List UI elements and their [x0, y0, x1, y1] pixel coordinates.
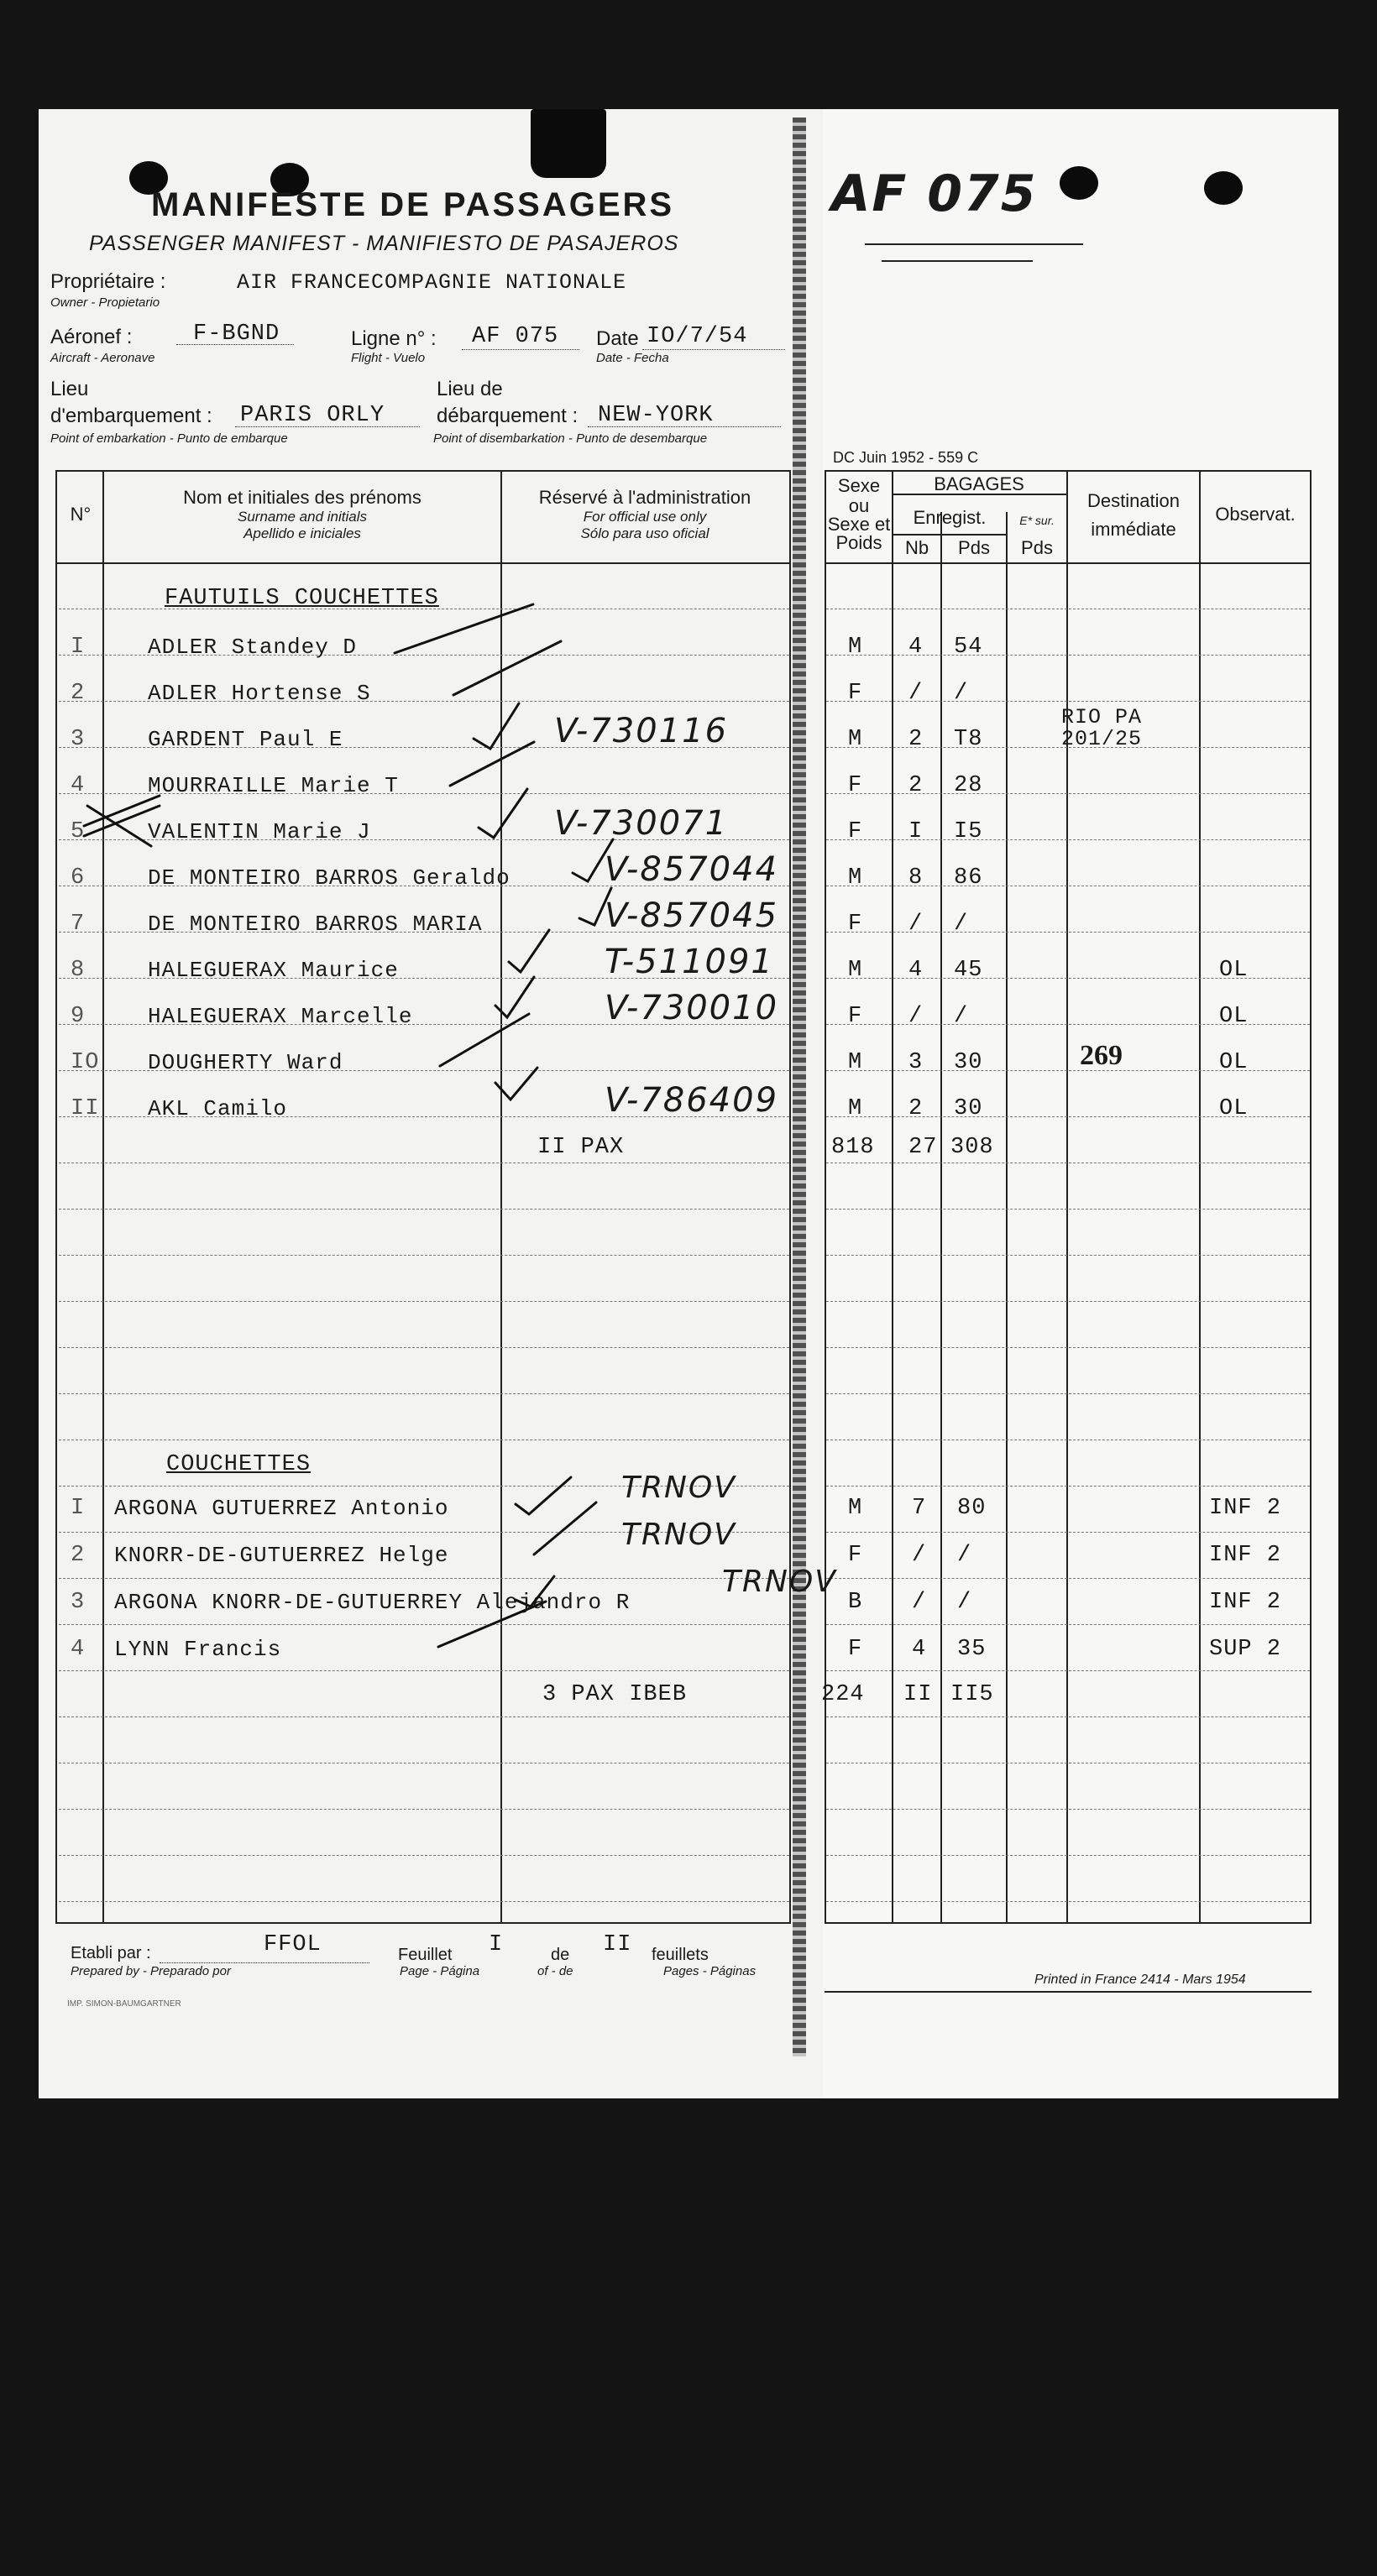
row-number: IO	[71, 1050, 100, 1075]
prepared-label: Etabli par :	[71, 1944, 151, 1962]
remark-value: INF 2	[1209, 1543, 1282, 1568]
baggage-weight: 30	[954, 1096, 983, 1121]
remark-value: OL	[1219, 1050, 1249, 1075]
baggage-weight: I5	[954, 819, 983, 844]
aircraft-sub: Aircraft - Aeronave	[50, 351, 155, 365]
handwritten-flight-ref: AF 075	[831, 165, 1038, 223]
col-excess: E* sur.	[1019, 514, 1055, 527]
admin-visa-number: T-511091	[605, 943, 774, 981]
row-rule	[826, 839, 1310, 840]
col-weight: Poids	[835, 532, 882, 553]
col-admin-en: For official use only	[583, 509, 707, 525]
passenger-name: HALEGUERAX Marcelle	[148, 1004, 413, 1029]
row-rule	[59, 1578, 789, 1579]
baggage-weight: 45	[954, 958, 983, 983]
baggage-count: /	[908, 1004, 924, 1029]
baggage-weight: 35	[957, 1637, 987, 1662]
section1-total-pds: 308	[950, 1135, 994, 1160]
col-excess-pds: Pds	[1021, 537, 1053, 558]
row-number: 5	[71, 819, 86, 844]
row-rule	[826, 1347, 1310, 1348]
row-rule	[826, 1624, 1310, 1625]
disembark-value: NEW-YORK	[598, 403, 714, 428]
baggage-count: /	[908, 912, 924, 937]
admin-visa-number: V-857044	[605, 850, 779, 889]
passenger-name: DOUGHERTY Ward	[148, 1050, 343, 1075]
passenger-name: GARDENT Paul E	[148, 727, 343, 752]
passenger-sex: F	[848, 819, 863, 844]
row-number: 8	[71, 958, 86, 983]
col-admin-es: Sólo para uso oficial	[580, 525, 709, 541]
col-name-es: Apellido e iniciales	[243, 525, 361, 541]
col-nb: Nb	[904, 537, 929, 558]
row-rule	[826, 1809, 1310, 1810]
passenger-sex: M	[848, 635, 863, 660]
flight-label: Ligne n° :	[351, 327, 437, 350]
row-rule	[826, 1716, 1310, 1717]
passenger-sex: F	[848, 773, 863, 798]
row-rule	[826, 655, 1310, 656]
baggage-weight: /	[954, 912, 969, 937]
form-title: MANIFESTE DE PASSAGERS	[151, 186, 675, 223]
section2-total-label: 3 PAX IBEB	[542, 1682, 688, 1707]
section2-total-pds: II5	[950, 1682, 994, 1707]
baggage-count: 2	[908, 727, 924, 752]
remark-value: OL	[1219, 958, 1249, 983]
baggage-weight: 28	[954, 773, 983, 798]
row-rule	[59, 1670, 789, 1671]
sheet-label: Feuillet	[398, 1946, 453, 1964]
row-number: 9	[71, 1004, 86, 1029]
fold-spine	[793, 118, 806, 2056]
binding-tab	[531, 109, 606, 178]
row-rule	[826, 1670, 1310, 1671]
row-rule	[826, 1532, 1310, 1533]
admin-note: TRNOV	[621, 1518, 736, 1552]
col-destination: Destination immédiate	[1086, 490, 1181, 540]
passenger-sex: F	[848, 1637, 863, 1662]
embark-label: Lieu	[50, 378, 89, 400]
date-value: IO/7/54	[647, 324, 748, 349]
punch-hole	[1204, 171, 1243, 205]
row-number: 2	[71, 681, 86, 706]
disembark-label-2: débarquement :	[437, 405, 579, 427]
row-number: 4	[71, 773, 86, 798]
passenger-name: DE MONTEIRO BARROS MARIA	[148, 912, 483, 937]
destination-stamp: 269	[1080, 1040, 1123, 1071]
section1-total-label: II PAX	[537, 1135, 625, 1160]
passenger-name: MOURRAILLE Marie T	[148, 773, 399, 798]
row-number: II	[71, 1096, 100, 1121]
col-admin: Réservé à l'administration	[538, 487, 751, 508]
baggage-count: /	[908, 681, 924, 706]
baggage-weight: /	[954, 681, 969, 706]
pages-label: feuillets	[652, 1946, 709, 1964]
section1-total-nb: 27	[908, 1135, 938, 1160]
section2-total-nb: II	[903, 1682, 933, 1707]
baggage-count: 2	[908, 773, 924, 798]
row-rule	[826, 1855, 1310, 1856]
row-number: 7	[71, 912, 86, 937]
baggage-weight: /	[957, 1590, 972, 1615]
baggage-count: I	[908, 819, 924, 844]
admin-visa-number: V-786409	[605, 1081, 779, 1120]
aircraft-value: F-BGND	[193, 321, 280, 347]
baggage-weight: 86	[954, 865, 983, 891]
row-rule	[59, 1301, 789, 1302]
remark-value: OL	[1219, 1096, 1249, 1121]
baggage-count: 4	[908, 958, 924, 983]
row-rule	[826, 1578, 1310, 1579]
disembark-sub: Point of disembarkation - Punto de desembarque	[433, 431, 708, 446]
flight-sub: Flight - Vuelo	[351, 351, 426, 365]
baggage-count: 7	[912, 1496, 927, 1521]
of-sub: of - de	[537, 1964, 573, 1978]
baggage-weight: 30	[954, 1050, 983, 1075]
prepared-sub: Prepared by - Preparado por	[71, 1964, 231, 1978]
baggage-count: 4	[908, 635, 924, 660]
passenger-sex: M	[848, 865, 863, 891]
row-rule	[826, 701, 1310, 702]
passenger-sex: M	[848, 958, 863, 983]
row-rule	[59, 1209, 789, 1210]
date-label: Date	[596, 327, 639, 350]
sheet-value: I	[489, 1932, 504, 1957]
prepared-value: FFOL	[264, 1932, 322, 1957]
admin-visa-number: V-730116	[554, 712, 729, 750]
remark-value: SUP 2	[1209, 1637, 1282, 1662]
row-number: 2	[71, 1543, 86, 1568]
baggage-weight: /	[954, 1004, 969, 1029]
row-number: 6	[71, 865, 86, 891]
baggage-count: 2	[908, 1096, 924, 1121]
page-sub: Page - Página	[400, 1964, 480, 1978]
section1-total-weight: 818	[831, 1135, 875, 1160]
section-title-fauteuils: FAUTUILS COUCHETTES	[165, 586, 439, 611]
passenger-sex: B	[848, 1590, 863, 1615]
passenger-sex: F	[848, 1543, 863, 1568]
baggage-count: 4	[912, 1637, 927, 1662]
passenger-sex: M	[848, 1096, 863, 1121]
passenger-name: ARGONA GUTUERREZ Antonio	[114, 1496, 449, 1521]
printer-note: IMP. SIMON-BAUMGARTNER	[67, 1999, 181, 2009]
row-number: I	[71, 1496, 86, 1521]
disembark-label: Lieu de	[437, 378, 503, 400]
passenger-sex: M	[848, 727, 863, 752]
of-label: de	[551, 1946, 570, 1964]
baggage-count: /	[912, 1543, 927, 1568]
row-rule	[826, 1393, 1310, 1394]
col-sex-and: Sexe et	[827, 514, 891, 535]
owner-sub: Owner - Propietario	[50, 295, 160, 310]
col-name-en: Surname and initials	[237, 509, 368, 525]
admin-note: TRNOV	[621, 1471, 736, 1505]
passenger-name: ADLER Hortense S	[148, 681, 371, 706]
row-rule	[826, 932, 1310, 933]
row-rule	[826, 1901, 1310, 1902]
section-title-couchettes: COUCHETTES	[166, 1452, 312, 1477]
col-sex-or: ou	[848, 495, 870, 516]
col-no: N°	[70, 504, 92, 525]
row-rule	[59, 1809, 789, 1810]
owner-value: AIR FRANCECOMPAGNIE NATIONALE	[237, 270, 627, 295]
col-pds: Pds	[958, 537, 990, 558]
col-baggage: BAGAGES	[934, 473, 1024, 494]
passenger-sex: M	[848, 1496, 863, 1521]
admin-note: TRNOV	[722, 1565, 837, 1599]
col-registered: Enregist.	[913, 507, 987, 528]
col-remarks: Observat.	[1215, 504, 1296, 525]
embark-sub: Point of embarkation - Punto de embarque	[50, 431, 288, 446]
row-rule	[59, 1347, 789, 1348]
row-rule	[826, 1255, 1310, 1256]
row-rule	[59, 1255, 789, 1256]
passenger-name: AKL Camilo	[148, 1096, 288, 1121]
passenger-name: VALENTIN Marie J	[148, 819, 371, 844]
of-value: II	[603, 1932, 632, 1957]
row-rule	[59, 1716, 789, 1717]
row-rule	[826, 1486, 1310, 1487]
passenger-name: HALEGUERAX Maurice	[148, 958, 399, 983]
baggage-count: /	[912, 1590, 927, 1615]
col-sex: Sexe	[837, 475, 881, 496]
embark-value: PARIS ORLY	[240, 403, 385, 428]
passenger-sex: F	[848, 681, 863, 706]
date-sub: Date - Fecha	[596, 351, 669, 365]
row-rule	[59, 1393, 789, 1394]
admin-visa-number: V-730010	[605, 989, 779, 1027]
passenger-sex: M	[848, 1050, 863, 1075]
baggage-count: 8	[908, 865, 924, 891]
admin-visa-number: V-857045	[605, 896, 779, 935]
remark-value: OL	[1219, 1004, 1249, 1029]
passenger-name: ARGONA KNORR-DE-GUTUERREY Alejandro R	[114, 1590, 631, 1615]
printed-note: Printed in France 2414 - Mars 1954	[1034, 1972, 1246, 1987]
section2-total-weight: 224	[821, 1682, 865, 1707]
col-name: Nom et initiales des prénoms	[183, 487, 421, 508]
remark-value: INF 2	[1209, 1590, 1282, 1615]
row-number: I	[71, 635, 86, 660]
passenger-name: ADLER Standey D	[148, 635, 358, 660]
passenger-sex: F	[848, 912, 863, 937]
flight-value: AF 075	[472, 324, 559, 349]
passenger-name: DE MONTEIRO BARROS Geraldo	[148, 865, 510, 891]
row-number: 4	[71, 1637, 86, 1662]
passenger-name: KNORR-DE-GUTUERREZ Helge	[114, 1543, 449, 1568]
pages-sub: Pages - Páginas	[663, 1964, 757, 1978]
passenger-name: LYNN Francis	[114, 1637, 282, 1662]
baggage-weight: T8	[954, 727, 983, 752]
baggage-weight: /	[957, 1543, 972, 1568]
row-rule	[826, 1301, 1310, 1302]
baggage-count: 3	[908, 1050, 924, 1075]
manifest-sheet-right-half	[823, 109, 1338, 2098]
row-rule	[59, 1624, 789, 1625]
remark-value: INF 2	[1209, 1496, 1282, 1521]
form-subtitle: PASSENGER MANIFEST - MANIFIESTO DE PASAJEROS	[89, 232, 679, 255]
baggage-weight: 80	[957, 1496, 987, 1521]
row-number: 3	[71, 727, 86, 752]
punch-hole	[1060, 166, 1098, 200]
destination-value: RIO PA 201/25	[1061, 705, 1143, 751]
admin-visa-number: V-730071	[554, 804, 729, 843]
aircraft-label: Aéronef :	[50, 326, 133, 348]
row-rule	[59, 1855, 789, 1856]
row-rule	[826, 1209, 1310, 1210]
passenger-sex: F	[848, 1004, 863, 1029]
baggage-weight: 54	[954, 635, 983, 660]
embark-label-2: d'embarquement :	[50, 405, 212, 427]
form-code: DC Juin 1952 - 559 C	[833, 449, 979, 466]
owner-label: Propriétaire :	[50, 270, 166, 293]
row-rule	[59, 1901, 789, 1902]
row-rule	[826, 793, 1310, 794]
row-number: 3	[71, 1590, 86, 1615]
